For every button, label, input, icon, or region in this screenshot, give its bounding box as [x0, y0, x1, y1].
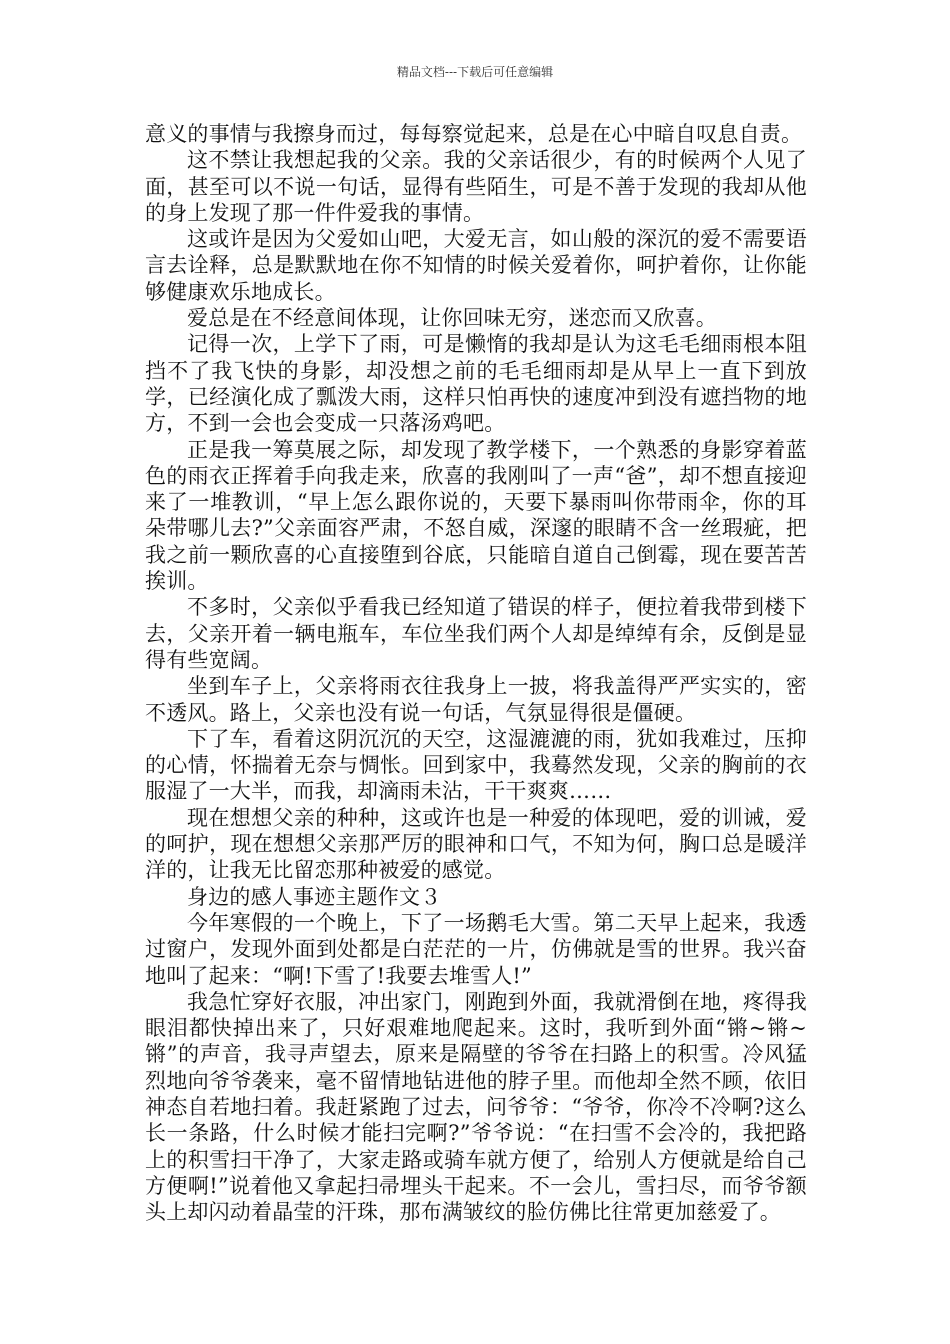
paragraph-13: 我急忙穿好衣服，冲出家门，刚跑到外面，我就滑倒在地，疼得我眼泪都快掉出来了，只好艰难地爬起来。这时，我听到外面“锵~锵~锵”的声音，我寻声望去，原来是隔壁的爷爷在扫路上的积雪。冷风猛烈地向爷爷袭来，毫不留情地钻进他的脖子里。而他却全然不顾，依旧神态自若地扫着。我赶紧跑了过去，问爷爷：“爷爷，你冷不冷啊?这么长一条路，什么时候才能扫完啊?”爷爷说：“在扫雪不会冷的，我把路上的积雪扫干净了，大家走路或骑车就方便了，给别人方便就是给自己方便啊!”说着他又拿起扫帚埋头干起来。不一会儿，雪扫尽，而爷爷额头上却闪动着晶莹的汗珠，那布满皱纹的脸仿佛比往常更加慈爱了。 — [145, 989, 807, 1225]
paragraph-7: 不多时，父亲似乎看我已经知道了错误的样子，便拉着我带到楼下去，父亲开着一辆电瓶车，车位坐我们两个人却是绰绰有余，反倒是显得有些宽阔。 — [145, 595, 807, 672]
paragraph-8: 坐到车子上，父亲将雨衣往我身上一披，将我盖得严严实实的，密不透风。路上，父亲也没有说一句话，气氛显得很是僵硬。 — [145, 674, 807, 725]
paragraph-9: 下了车，看着这阴沉沉的天空，这湿漉漉的雨，犹如我难过，压抑的心情，怀揣着无奈与惆怅。回到家中，我蓦然发现，父亲的胸前的衣服湿了一大半，而我，却滴雨未沾，干干爽爽…… — [145, 726, 807, 804]
paragraph-2: 这不禁让我想起我的父亲。我的父亲话很少，有的时候两个人见了面，甚至可以不说一句话，显得有些陌生，可是不善于发现的我却从他的身上发现了那一件件爱我的事情。 — [145, 148, 807, 225]
paragraph-4: 爱总是在不经意间体现，让你回味无穷，迷恋而又欣喜。 — [187, 306, 717, 331]
section-title: 身边的感人事迹主题作文３ — [187, 884, 442, 909]
paragraph-12: 今年寒假的一个晚上，下了一场鹅毛大雪。第二天早上起来，我透过窗户，发现外面到处都是白茫茫的一片，仿佛就是雪的世界。我兴奋地叫了起来：“啊!下雪了!我要去堆雪人!” — [145, 910, 807, 988]
paragraph-3: 这或许是因为父爱如山吧，大爱无言，如山般的深沉的爱不需要语言去诠释，总是默默地在你不知情的时候关爱着你，呵护着你，让你能够健康欢乐地成长。 — [145, 227, 807, 304]
paragraph-1: 意义的事情与我擦身而过，每每察觉起来，总是在心中暗自叹息自责。 — [145, 122, 803, 146]
paragraph-6: 正是我一筹莫展之际，却发现了教学楼下，一个熟悉的身影穿着蓝色的雨衣正挥着手向我走来，欣喜的我刚叫了一声“爸”，却不想直接迎来了一堆教训，“早上怎么跟你说的，天要下暴雨叫你带雨伞，你的耳朵带哪儿去?”父亲面容严肃，不怒自威，深邃的眼睛不含一丝瑕疵，把我之前一颗欣喜的心直接堕到谷底，只能暗自道自己倒霉，现在要苦苦挨训。 — [145, 437, 807, 594]
paragraph-10: 现在想想父亲的种种，这或许也是一种爱的体现吧，爱的训诫，爱的呵护，现在想想父亲那严厉的眼神和口气，不知为何，胸口总是暖洋洋的，让我无比留恋那种被爱的感觉。 — [145, 805, 807, 883]
document-body — [145, 121, 807, 1225]
paragraph-5: 记得一次，上学下了雨，可是懒惰的我却是认为这毛毛细雨根本阻挡不了我飞快的身影，却没想之前的毛毛细雨却是从早上一直下到放学，已经演化成了瓢泼大雨，这样只怕再快的速度冲到没有遮挡物的地方，不到一会也会变成一只落汤鸡吧。 — [145, 332, 807, 436]
page-header: 精品文档---下载后可任意编辑 — [396, 65, 554, 79]
